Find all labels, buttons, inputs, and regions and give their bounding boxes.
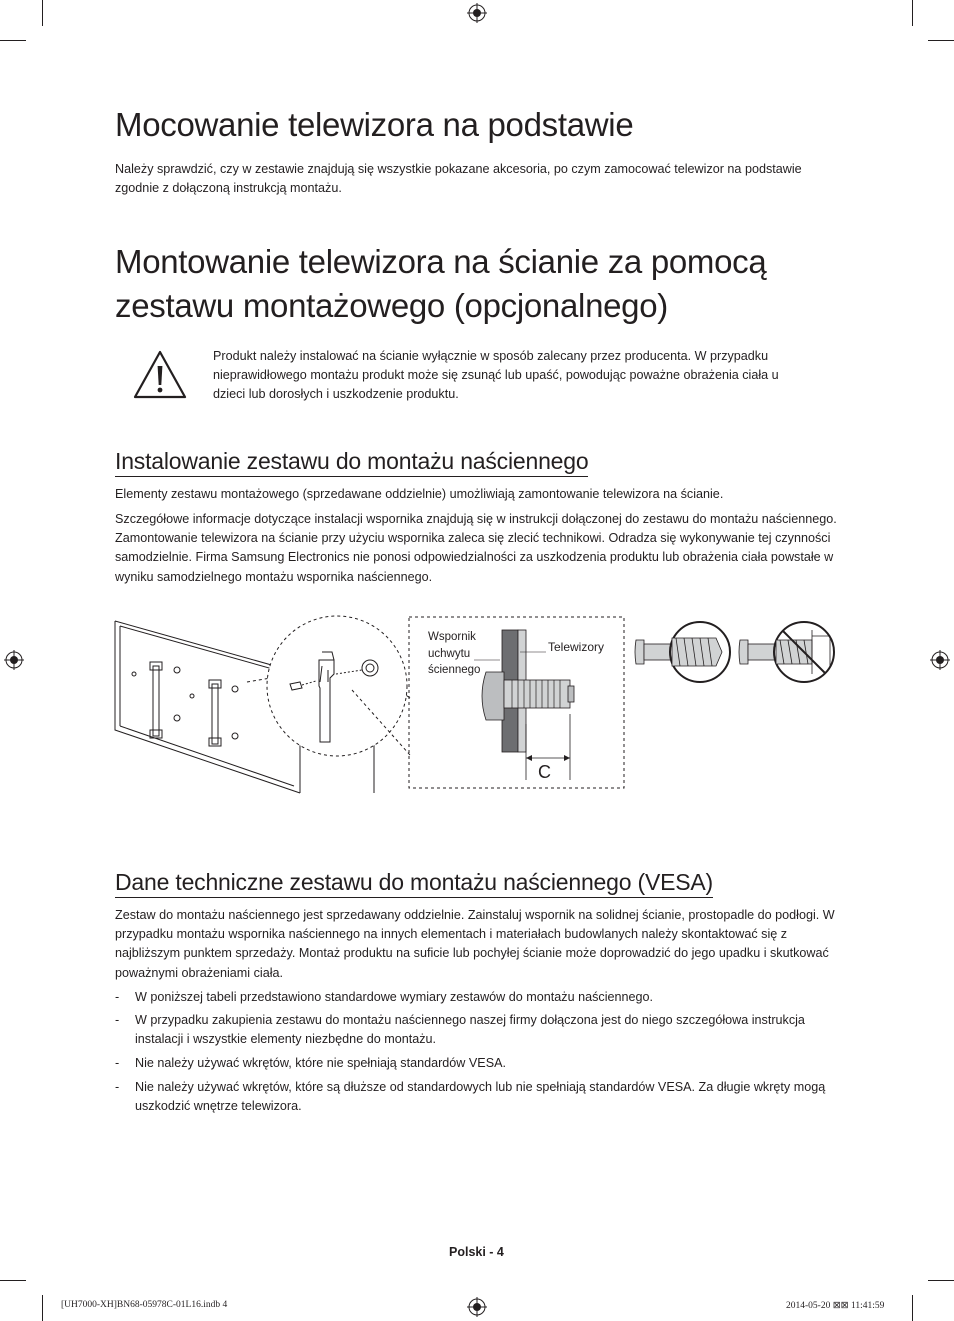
- install-kit-text-1: Elementy zestawu montażowego (sprzedawane oddzielnie) umożliwiają zamontowanie telewizora na ścianie.: [115, 487, 724, 501]
- label-bracket-line3: ściennego: [428, 664, 481, 676]
- crop-mark: [42, 1295, 43, 1321]
- vesa-text: Zestaw do montażu naściennego jest sprzedawany oddzielnie. Zainstaluj wspornik na solidnej ścianie, prostopadle do podłogi. W przypadku montażu wspornika naściennego na innych elementach i materiałach budowlanych należy skontaktować się z najbliższym punktem sprzedaży. Montaż produktu na suficie lub pochyłej ścianie może doprowadzić do jego upadku i skutkować poważnymi obrażeniami ciała.: [115, 908, 835, 980]
- bullet-dash: -: [115, 1080, 120, 1094]
- label-bracket-line2: uchwytu: [428, 647, 471, 660]
- registration-mark-icon: [467, 1297, 487, 1317]
- label-tv: Telewizory: [548, 640, 605, 654]
- wall-mount-title-line2: zestawu montażowego (opcjonalnego): [115, 287, 668, 324]
- bullet-dash: -: [115, 1056, 120, 1070]
- list-item-text: W poniższej tabeli przedstawiono standardowe wymiary zestawów do montażu naściennego.: [135, 990, 654, 1004]
- bullet-dash: -: [115, 990, 120, 1004]
- correct-screw-illustration: [634, 616, 732, 688]
- install-kit-heading: Instalowanie zestawu do montażu naściennego: [115, 448, 588, 477]
- warning-text: Produkt należy instalować na ścianie wyłącznie w sposób zalecany przez producenta. W przypadku nieprawidłowego montażu produkt może się zsunąć lub upaść, powodując poważne obrażenia ciała u dzieci lub dorosłych i uszkodzenie produktu.: [213, 349, 779, 402]
- wall-mount-title-line1: Montowanie telewizora na ścianie za pomocą: [115, 243, 767, 280]
- wall-mount-title: [115, 240, 875, 328]
- list-item-text: Nie należy używać wkrętów, które są dłuższe od standardowych lub nie spełniają standardów VESA. Za długie wkręty mogą uszkodzić wnętrze telewizora.: [135, 1080, 826, 1114]
- label-bracket: [428, 629, 480, 679]
- label-c: C: [538, 762, 551, 782]
- stand-instructions-text: Należy sprawdzić, czy w zestawie znajdują się wszystkie pokazane akcesoria, po czym zamocować telewizor na podstawie zgodnie z dołączoną instrukcją montażu.: [115, 162, 802, 196]
- registration-mark-icon: [930, 650, 950, 670]
- page-title: Mocowanie telewizora na podstawie: [115, 106, 634, 143]
- crop-mark: [0, 1280, 26, 1281]
- crop-mark: [928, 40, 954, 41]
- page-number: Polski - 4: [449, 1245, 504, 1259]
- registration-mark-icon: [4, 650, 24, 670]
- crop-mark: [912, 1295, 913, 1321]
- crop-mark: [42, 0, 43, 26]
- crop-mark: [912, 0, 913, 26]
- registration-mark-icon: [467, 3, 487, 23]
- footer-file-info: [UH7000-XH]BN68-05978C-01L16.indb 4: [61, 1300, 228, 1310]
- install-kit-text-2: Szczegółowe informacje dotyczące instalacji wspornika znajdują się w instrukcji dołączonej do zestawu do montażu naściennego. Zamontowanie telewizora na ścianie przy użyciu wspornika zaleca się zlecić technikowi. Odradza się wykonywanie tej czynności samodzielnie. Firma Samsung Electronics nie ponosi odpowiedzialności za uszkodzenia produktu lub obrażenia ciała powstałe w wyniku samodzielnego montażu wspornika naściennego.: [115, 512, 837, 584]
- bullet-dash: -: [115, 1013, 120, 1027]
- vesa-heading: Dane techniczne zestawu do montażu naściennego (VESA): [115, 869, 713, 898]
- wrong-screw-illustration: [738, 616, 838, 688]
- list-item-text: W przypadku zakupienia zestawu do montażu naściennego naszej firmy dołączona jest do niego szczegółowa instrukcja instalacji i wszystkie elementy niezbędne do montażu.: [135, 1013, 805, 1047]
- footer-timestamp: 2014-05-20 ⊠⊠ 11:41:59: [786, 1301, 885, 1311]
- label-bracket-line1: Wspornik: [428, 631, 476, 643]
- zoom-detail-illustration: [262, 610, 412, 762]
- warning-icon: [132, 349, 188, 401]
- list-item-text: Nie należy używać wkrętów, które nie spełniają standardów VESA.: [135, 1056, 506, 1070]
- crop-mark: [928, 1280, 954, 1281]
- crop-mark: [0, 40, 26, 41]
